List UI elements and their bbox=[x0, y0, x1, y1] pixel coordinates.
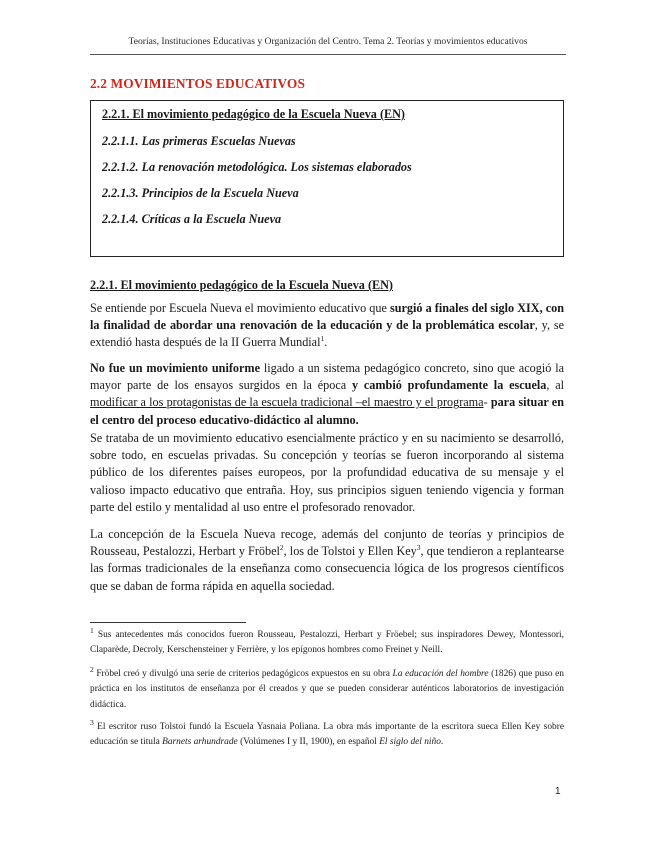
paragraph-conception: La concepción de la Escuela Nueva recoge, además del conjunto de teorías y principios de Rousseau, Pestalozzi, Herbart y Fröbel$^2$, los de Tolstoi y Ellen Key$^3$, que tendieron a replantearse las formas tradicionales de la enseñanza como consecuencia lógica de los progresos científicos que se daban de forma rápida en aquella sociedad. bbox=[90, 527, 564, 593]
header-divider bbox=[90, 54, 566, 55]
section-title: 2.2 MOVIMIENTOS EDUCATIVOS bbox=[90, 76, 305, 91]
footnote-divider bbox=[90, 622, 246, 623]
toc-entry: 2.2.1.4. Críticas a la Escuela Nueva bbox=[102, 212, 282, 226]
toc-entry: 2.2.1.2. La renovación metodológica. Los sistemas elaborados bbox=[102, 160, 412, 174]
footnote-ref-3[interactable]: 3 bbox=[416, 543, 421, 553]
toc-entry: 2.2.1.1. Las primeras Escuelas Nuevas bbox=[102, 134, 296, 148]
paragraph-practical-movement: Se trataba de un movimiento educativo esencialmente práctico y en su nacimiento se desarrolló, sobre todo, en escuelas privadas. Su concepción y teorías se fueron incorporando al sistema público de los diferentes países europeos, por la profundidad educativa de su mensaje y el valioso impacto educativo que entraña. Hoy, sus principios siguen teniendo vigencia y forman parte del estilo y mentalidad al uso entre el profesorado renovador. bbox=[90, 431, 564, 514]
footnote-2: $^2$ Fröbel creó y divulgó una serie de criterios pedagógicos expuestos en su obra La educación del hombre (1826) que puso en práctica en los institutos de enseñanza por él creados y que se pueden considerar auténticos laboratorios de investigación didáctica. bbox=[90, 664, 564, 710]
paragraph-definition: Se entiende por Escuela Nueva el movimiento educativo que surgió a finales del siglo XIX, con la finalidad de abordar una renovación de la educación y de la problemática escolar, y, se extendió hasta después de la II Guerra Mundial$^1$. bbox=[90, 301, 565, 350]
footnote-3: $^3$ El escritor ruso Tolstoi fundó la Escuela Yasnaia Poliana. La obra más importante de la escritora sueca Ellen Key sobre educación se titula Barnets arhundrade (Volúmenes I y II, 1900), en español El siglo del niño. bbox=[90, 717, 564, 748]
toc-entry: 2.2.1.3. Principios de la Escuela Nueva bbox=[102, 186, 299, 200]
footnote-ref-2[interactable]: 2 bbox=[279, 543, 284, 553]
toc-main-entry: 2.2.1. El movimiento pedagógico de la Escuela Nueva (EN) bbox=[102, 107, 405, 121]
paragraph-not-uniform: No fue un movimiento uniforme ligado a un sistema pedagógico concreto, sino que acogió la mayor parte de los ensayos surgidos en la época y cambió profundamente la escuela, al modificar a los protagonistas de la escuela tradicional –el maestro y el programa- para situar en el centro del proceso educativo-didáctico al alumno. bbox=[90, 361, 565, 427]
page-number: 1 bbox=[555, 786, 561, 797]
subsection-heading: 2.2.1. El movimiento pedagógico de la Escuela Nueva (EN) bbox=[90, 278, 393, 292]
table-of-contents-box bbox=[90, 100, 564, 257]
footnote-1: $^1$ Sus antecedentes más conocidos fueron Rousseau, Pestalozzi, Herbart y Fröebel; sus inspiradores Dewey, Montessori, Claparède, Decroly, Kerschensteiner y Ferrière, y los epígonos hombres como Freinet y Neill. bbox=[90, 625, 564, 656]
footnote-ref-1[interactable]: 1 bbox=[320, 334, 325, 344]
running-header: Teorías, Instituciones Educativas y Organización del Centro. Tema 2. Teorías y movimientos educativos bbox=[128, 36, 528, 47]
